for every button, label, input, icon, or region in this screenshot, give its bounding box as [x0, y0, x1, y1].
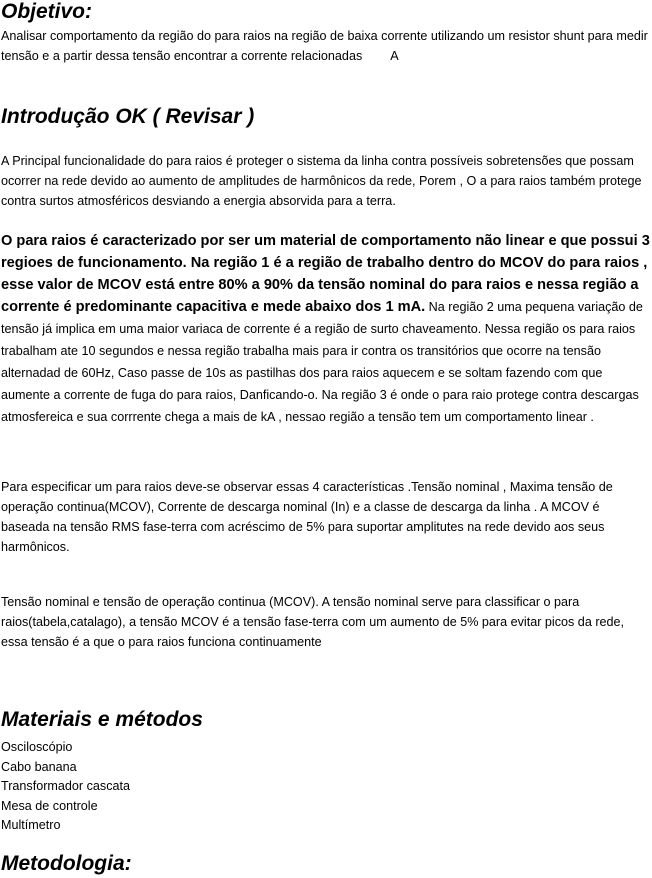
objetivo-paragraph	[1, 26, 650, 66]
objetivo-heading: Objetivo:	[1, 0, 93, 23]
list-item: Mesa de controle	[1, 798, 98, 813]
list-item: Multímetro	[1, 818, 61, 832]
introducao-paragraph-4: Tensão nominal e tensão de operação continua (MCOV). A tensão nominal serve para classificar o para raios(tabela,catalago), a tensão MCOV é a tensão fase-terra com um aumento de 5% para evitar picos da rede, essa tensão é a que o para raios funciona continuamente	[1, 595, 625, 649]
introducao-paragraph-1: A Principal funcionalidade do para raios é proteger o sistema da linha contra possíveis sobretensões que possam ocorrer na rede devido ao aumento de amplitudes de harmônicos da rede, Porem , O a para raios também protege contra surtos atmosféricos desviando a energia absorvida para a terra.	[1, 154, 642, 208]
introducao-paragraph-2-bold: O para raios é caracterizado por ser um material de comportamento não linear e que possui 3 regioes de funcionamento. Na região 1 é a região de trabalho dentro do MCOV do para raios , esse valor de MCOV está entre 80% a 90% da tensão nominal do para raios e nessa região a corrente é predominante capacitiva e mede abaixo dos 1 mA.	[1, 233, 650, 315]
introducao-paragraph-2-rest: Na região 2 uma pequena variação de tensão já implica em uma maior variaca de corrente é a região de surto chaveamento. Nessa região os para raios trabalham ate 10 segundos e nessa região trabalha mais para ir contra os transitórios que ocorre na tensão alternadad de 60Hz, Caso passe de 10s as pastilhas dos para raios aquecem e se soltam fazendo com que aumente a corrente de fuga do para raios, Danficando-o. Na região 3 é onde o para raio protege contra descargas atmosfereica e sua corrrente chega a mais de kA , nessao região a tensão tem um comportamento linear .	[1, 300, 643, 424]
list-item: Osciloscópio	[1, 740, 73, 754]
list-item: Cabo banana	[1, 759, 77, 774]
list-item: Transformador cascata	[1, 779, 131, 793]
introducao-paragraph-3: Para especificar um para raios deve-se observar essas 4 características .Tensão nominal , Maxima tensão de operação continua(MCOV), Corrente de descarga nominal (In) e a classe de descarga da linha . A MCOV é baseada na tensão RMS fase-terra com acréscimo de 5% para suportar amplitutes na rede devido aos seus harmônicos.	[1, 480, 613, 554]
objetivo-text: Analisar comportamento da região do para raios na região de baixa corrente utilizando um resistor shunt para medir tensão e a partir dessa tensão encontrar a corrente relacionadas	[1, 29, 648, 63]
objetivo-trailing-letter: A	[390, 49, 399, 63]
materiais-heading: Materiais e métodos	[1, 708, 203, 731]
metodologia-heading: Metodologia:	[1, 852, 132, 875]
materiais-list	[1, 738, 130, 836]
introducao-heading: Introdução OK ( Revisar )	[1, 105, 255, 128]
introducao-paragraph-2	[1, 230, 650, 428]
